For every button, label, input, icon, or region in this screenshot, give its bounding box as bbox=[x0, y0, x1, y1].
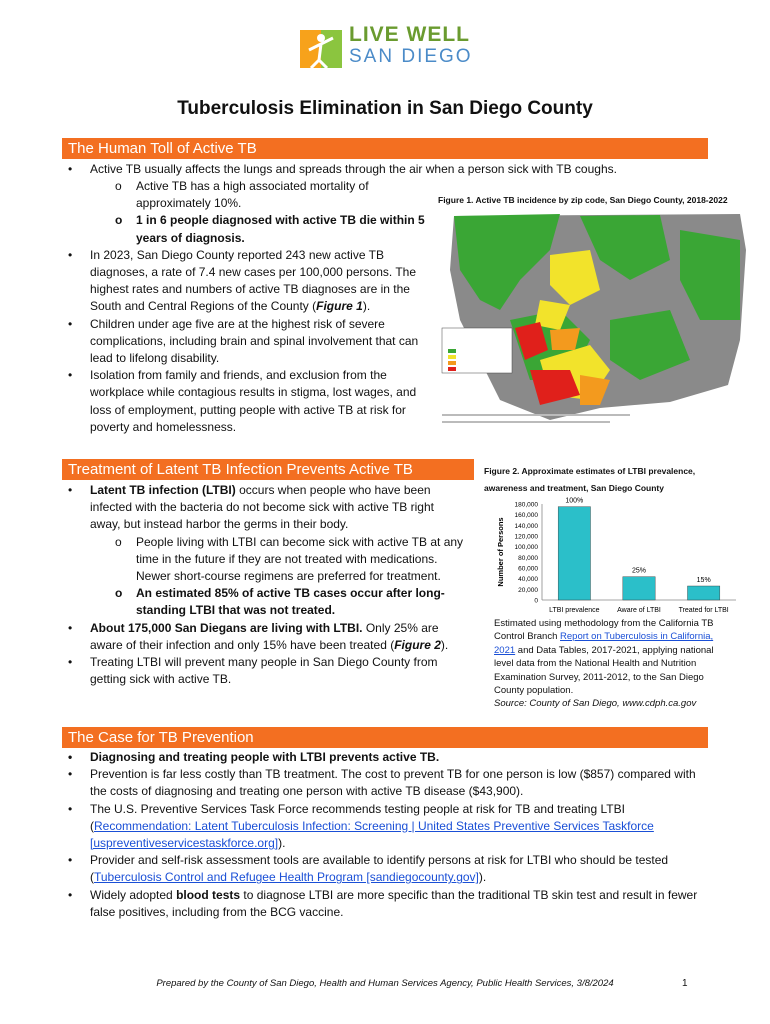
y-tick-label: 160,000 bbox=[514, 512, 538, 520]
y-tick-label: 140,000 bbox=[514, 522, 538, 530]
y-axis-label: Number of Persons bbox=[496, 517, 505, 587]
sub-bullet: o People living with LTBI can become sick with active TB at any time in the future if they are not treated with medications. Newer short-course regimens are preferred for treatment. bbox=[62, 534, 464, 586]
tb-control-link[interactable]: Tuberculosis Control and Refugee Health Program [sandiegocounty.gov] bbox=[94, 870, 479, 885]
y-tick-label: 0 bbox=[534, 597, 538, 605]
section2-bullets bbox=[62, 482, 464, 688]
bullet: • Widely adopted blood tests to diagnose LTBI are more specific than the traditional TB skin test and result in fewer false positives, including from the BCG vaccine. bbox=[62, 887, 714, 921]
bullet: • Prevention is far less costly than TB treatment. The cost to prevent TB for one person is low ($857) compared with the costs of diagnosing and treating one person with active TB disease ($43,900). bbox=[62, 766, 714, 800]
y-tick-label: 180,000 bbox=[514, 501, 538, 509]
data-label: 100% bbox=[565, 497, 584, 505]
y-tick-label: 100,000 bbox=[514, 544, 538, 552]
figure-ref: Figure 1 bbox=[316, 299, 363, 314]
bullet: • In 2023, San Diego County reported 243 new active TB diagnoses, a rate of 7.4 new cases per 100,000 persons. The highest rates and numbers of active TB diagnoses are in the South and Central Regions of the County (Figure 1). bbox=[62, 247, 432, 316]
bullet: • Treating LTBI will prevent many people in San Diego County from getting sick with active TB. bbox=[62, 654, 464, 688]
sub-bullet: o An estimated 85% of active TB cases occur after long-standing LTBI that was not treated. bbox=[62, 585, 464, 619]
footer: Prepared by the County of San Diego, Health and Human Services Agency, Public Health Services, 3/8/2024 bbox=[156, 978, 614, 989]
uspstf-link[interactable]: Recommendation: Latent Tuberculosis Infection: Screening | United States Preventive Services Taskforce [uspreventiveservicestaskforce.org] bbox=[90, 818, 654, 851]
x-tick-label: Treated for LTBI bbox=[678, 607, 729, 614]
data-label: 25% bbox=[631, 567, 647, 575]
figure1-caption: Figure 1. Active TB incidence by zip code, San Diego County, 2018-2022 bbox=[438, 195, 728, 205]
x-tick-label: LTBI prevalence bbox=[549, 607, 600, 614]
y-tick-label: 20,000 bbox=[518, 586, 538, 594]
figure2-note: Estimated using methodology from the California TB Control Branch Report on Tuberculosis in California, 2021 and Data Tables, 2017-2021, applying national level data from the National Health and Nutrition Examination Survey, 2011-2012, to the San Diego County population. Source: County of San Diego, www.cdph.ca.gov bbox=[494, 617, 734, 711]
sub-bullet: o Active TB has a high associated mortality of approximately 10%. bbox=[62, 178, 432, 212]
y-tick-label: 40,000 bbox=[518, 576, 538, 584]
tb-incidence-map bbox=[440, 210, 752, 432]
bullet: • About 175,000 San Diegans are living with LTBI. Only 25% are aware of their infection and only 15% have been treated (Figure 2). bbox=[62, 620, 464, 654]
bar bbox=[623, 577, 655, 600]
page-number: 1 bbox=[682, 978, 688, 989]
ltbi-bar-chart bbox=[492, 496, 740, 618]
bar bbox=[558, 507, 590, 600]
bullet: • Latent TB infection (LTBI) occurs when people who have been infected with the bacteria do not become sick with active TB right away, but instead harbor the germs in their body. bbox=[62, 482, 464, 534]
logo-line1: LIVE WELL bbox=[349, 23, 470, 46]
bar bbox=[688, 586, 720, 600]
data-label: 15% bbox=[696, 577, 711, 584]
tb-report-link[interactable]: Report on Tuberculosis in California, 2021 bbox=[494, 631, 714, 656]
bullet: • Children under age five are at the highest risk of severe complications, including brain and spinal involvement that can lead to lifelong disability. bbox=[62, 316, 432, 368]
x-tick-label: Aware of LTBI bbox=[617, 607, 661, 614]
y-tick-label: 60,000 bbox=[518, 565, 538, 573]
section-heading-latent-tb: Treatment of Latent TB Infection Prevents Active TB bbox=[62, 459, 474, 480]
section1-bullets-left bbox=[62, 178, 432, 436]
bullet: • The U.S. Preventive Services Task Force recommends testing people at risk for TB and treating LTBI (Recommendation: Latent Tuberculosis Infection: Screening | United States Preventive Services Taskforce [uspreventiveservicestaskforce.org]). bbox=[62, 801, 714, 853]
section1-bullets bbox=[62, 161, 708, 178]
bullet: • Diagnosing and treating people with LTBI prevents active TB. bbox=[62, 749, 714, 766]
bullet: • Isolation from family and friends, and exclusion from the workplace while contagious results in stigma, lost wages, and loss of employment, putting people with active TB at risk for poverty and homelessness. bbox=[62, 367, 432, 436]
page-title: Tuberculosis Elimination in San Diego County bbox=[177, 98, 593, 119]
section-heading-prevention: The Case for TB Prevention bbox=[62, 727, 708, 748]
logo bbox=[0, 8, 770, 68]
bullet: • Provider and self-risk assessment tools are available to identify persons at risk for LTBI who should be tested (Tuberculosis Control and Refugee Health Program [sandiegocounty.gov]). bbox=[62, 852, 714, 886]
section3-bullets bbox=[62, 749, 714, 921]
logo-line2: SAN DIEGO bbox=[349, 46, 473, 67]
y-tick-label: 120,000 bbox=[514, 533, 538, 541]
section-heading-human-toll: The Human Toll of Active TB bbox=[62, 138, 708, 159]
figure2-source: Source: County of San Diego, www.cdph.ca.gov bbox=[494, 698, 697, 710]
figure-ref: Figure 2 bbox=[394, 637, 441, 652]
y-tick-label: 80,000 bbox=[518, 554, 538, 562]
figure2-caption: Figure 2. Approximate estimates of LTBI prevalence, awareness and treatment, San Diego County bbox=[484, 466, 696, 493]
bullet: • Active TB usually affects the lungs and spreads through the air when a person sick with TB coughs. bbox=[62, 161, 708, 178]
sub-bullet: o 1 in 6 people diagnosed with active TB die within 5 years of diagnosis. bbox=[62, 212, 432, 246]
